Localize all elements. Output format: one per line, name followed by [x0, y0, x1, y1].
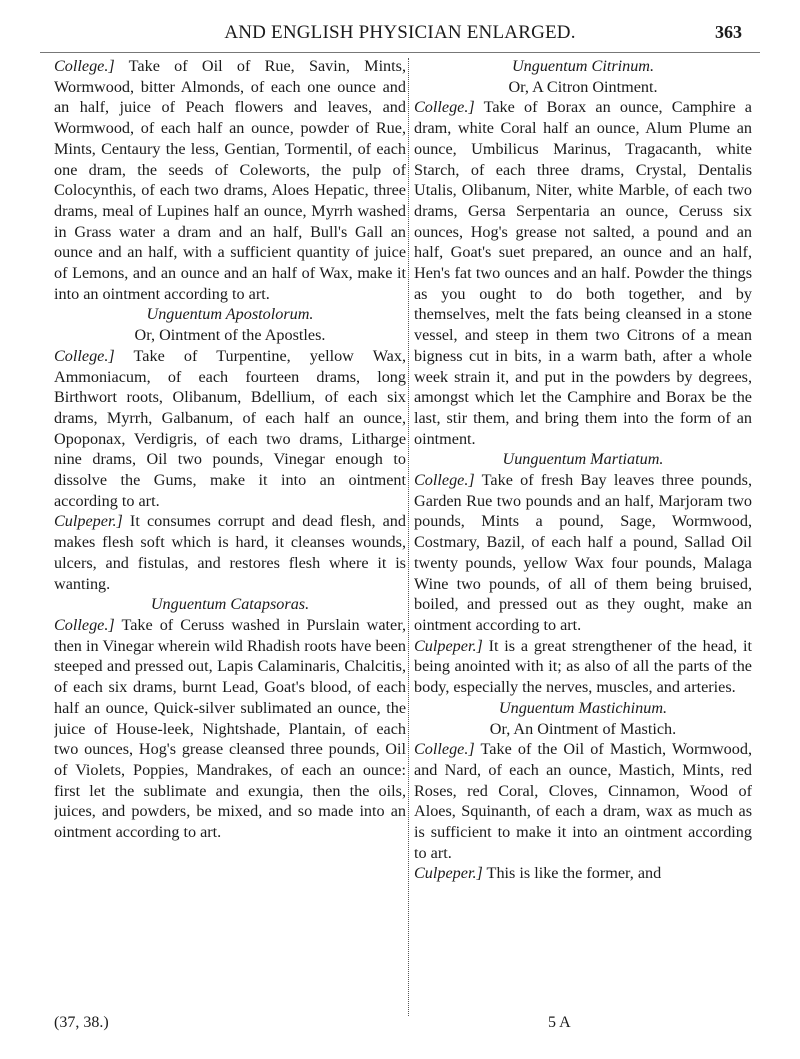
entry-text: Take of Oil of Rue, Savin, Mints, Wormwood, bitter Almonds, of each one ounce and an half, juice of Peach flowers and leaves, and Wormwood, of each half an ounce, powder of Rue, Mints, Centaury the less, Gentian, Tormentil, of each one dram, the seeds of Coleworts, the pulp of Colocynthis, of each two drams, Aloes Hepatic, three drams, meal of Lupines half an ounce, Myrrh washed in Grass water a dram and an half, Bull's Gall an ounce and an half, with a sufficient quantity of juice of Lemons, and an ounce and an half of Wax, make it into an ointment according to art. [54, 57, 406, 303]
entry-paragraph [414, 863, 752, 884]
section-subheading: Or, An Ointment of Mastich. [489, 719, 677, 738]
entry-text: Take of fresh Bay leaves three pounds, Garden Rue two pounds and an half, Marjoram two pounds, Mints a pound, Sage, Wormwood, Costmary, Bazil, of each half a pound, Sallad Oil twenty pounds, yellow Wax four pounds, Malaga Wine two pounds, of all of them being bruised, boiled, and pressed out as they ought, make an ointment according to art. [414, 471, 752, 634]
entry-paragraph [54, 511, 406, 594]
signature-mark-left: (37, 38.) [54, 1014, 109, 1031]
left-column [54, 56, 406, 1036]
column-divider [408, 58, 409, 1016]
entry-text: It consumes corrupt and dead flesh, and makes flesh soft which is hard, it cleanses wounds, ulcers, and fistulas, and restores flesh where it is wanting. [54, 512, 406, 593]
entry-paragraph [414, 739, 752, 863]
page-number: 363 [715, 22, 742, 42]
entry-paragraph [414, 97, 752, 449]
entry-paragraph [54, 346, 406, 512]
entry-text: Take of the Oil of Mastich, Wormwood, and Nard, of each an ounce, Mastich, Mints, red Roses, red Coral, Cloves, Cinnamon, Wood of Aloes, Squinanth, of each a dram, wax as much as is sufficient to make it into an ointment according to art. [414, 740, 752, 862]
section-heading: Unguentum Mastichinum. [498, 698, 668, 717]
section-heading: Unguentum Citrinum. [511, 57, 655, 75]
entry-text: Take of Ceruss washed in Purslain water, then in Vinegar wherein wild Rhadish roots have been steeped and pressed out, Lapis Calaminaris, Chalcitis, of each six drams, burnt Lead, Goat's blood, of each half an ounce, Quick-silver sublimated an ounce, the juice of House-leek, Nightshade, Plantain, of each two ounces, Hog's grease cleansed three pounds, Oil of Violets, Poppies, Mandrakes, of each an ounce: first let the sublimate and exungia, then the oils, juices, and powders, be mixed, and so made into an ointment according to art. [54, 615, 406, 842]
entry-source-label: College.] [414, 740, 475, 759]
entry-paragraph [414, 470, 752, 636]
section-subheading: Or, A Citron Ointment. [508, 77, 658, 96]
entry-source-label: Culpeper.] [54, 512, 123, 531]
entry-source-label: College.] [414, 98, 475, 117]
entry-source-label: College.] [54, 615, 115, 634]
entry-paragraph [54, 56, 406, 304]
section-subheading: Or, Ointment of the Apostles. [134, 326, 326, 345]
entry-source-label: College.] [414, 471, 475, 490]
section-heading: Unguentum Catapsoras. [150, 595, 310, 614]
entry-source-label: College.] [54, 57, 115, 75]
right-column [414, 56, 752, 1036]
signature-mark-right: 5 A [548, 1014, 571, 1031]
entry-paragraph [54, 615, 406, 843]
entry-text: It is a great strengthener of the head, it being anointed with it; as also of all the parts of the body, especially the nerves, muscles, and arteries. [414, 636, 752, 697]
entry-source-label: College.] [54, 346, 115, 365]
running-head [0, 22, 800, 52]
entry-text: Take of Turpentine, yellow Wax, Ammoniacum, of each fourteen drams, long Birthwort roots, Olibanum, Bdellium, of each six drams, Myrrh, Galbanum, of each half an ounce, Opoponax, Verdigris, of each two drams, Litharge nine drams, Oil two pounds, Vinegar enough to dissolve the Gums, make it into an ointment according to art. [54, 346, 406, 510]
entry-text: This is like the former, and [482, 864, 662, 883]
entry-paragraph [414, 636, 752, 698]
entry-source-label: Culpeper.] [414, 636, 483, 655]
header-rule [40, 52, 760, 53]
running-title: AND ENGLISH PHYSICIAN ENLARGED. [224, 22, 576, 43]
section-heading: Uunguentum Martiatum. [502, 450, 664, 469]
section-heading: Unguentum Apostolorum. [146, 305, 314, 324]
entry-source-label: Culpeper.] [414, 864, 483, 883]
entry-text: Take of Borax an ounce, Camphire a dram, white Coral half an ounce, Alum Plume an ounce, Umbilicus Marinus, Tragacanth, white Starch, of each three drams, Crystal, Dentalis Utalis, Olibanum, Niter, white Marble, of each two drams, Gersa Serpentaria an ounce, Ceruss six ounces, Hog's grease not salted, a pound and an half, Goat's suet prepared, an ounce and an half, Hen's fat two ounces and an half. Powder the things as you ought to do both together, and by themselves, melt the fats being cleansed in a stone vessel, and steep in them two Citrons of a mean bigness cut in bits, in a warm bath, after a whole week strain it, and put in the powders by degrees, amongst which let the Camphire and Borax be the last, stir them, and bring them into the form of an ointment. [414, 98, 752, 448]
